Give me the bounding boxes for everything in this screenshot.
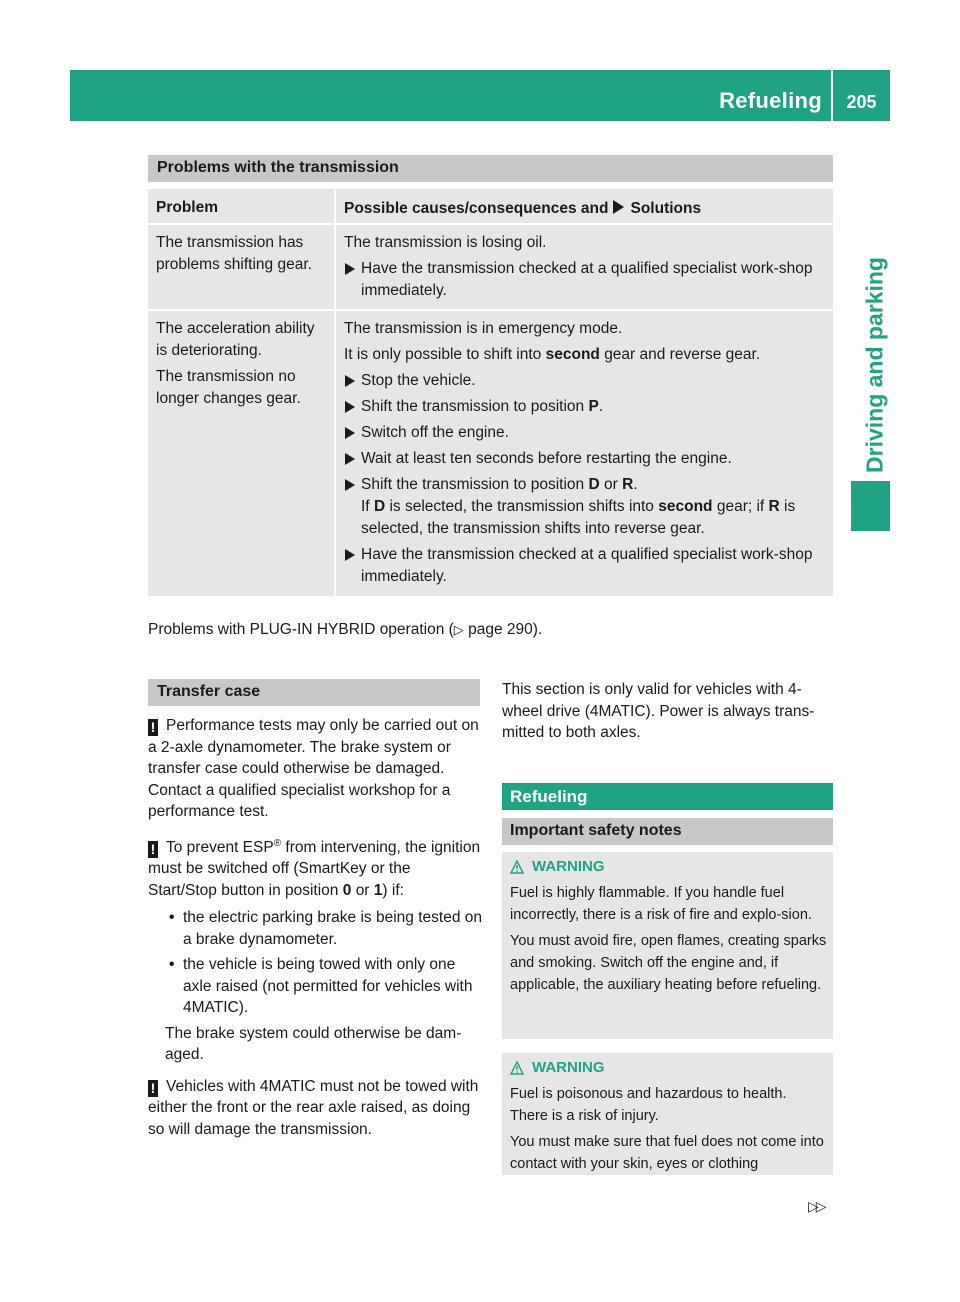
table-row: The transmission is losing oil. Have the transmission checked at a qualified specialist work-shop immediately. — [336, 225, 833, 309]
transfer-case-notes: ! Performance tests may only be carried out on a 2-axle dynamometer. The brake system or transfer case could otherwise be damaged. Contact a qualified specialist workshop for a performance test. ! To prevent ESP® from intervening, the ignition must be switched off (SmartKey or the Start/Stop button in position 0 or 1) if: • the electric parking brake is being tested on a brake dynamometer. • the vehicle is being towed with only one axle raised (not permitted for vehicles with 4MATIC). The brake system could otherwise be dam-aged. ! Vehicles with 4MATIC must not be towed with either the front or the rear axle raised, as doing so will damage the transmission. — [148, 715, 482, 1140]
action-step: Switch off the engine. — [344, 422, 827, 444]
side-tab-label: Driving and parking — [861, 257, 888, 473]
page-header — [70, 70, 890, 121]
table-row: The transmission is in emergency mode. It is only possible to shift into second gear and reverse gear. Stop the vehicle. Shift the transmission to position P. Switch off the engine. Wait at least ten seconds before restarting the engine. Shift the transmission to position D or R. If D is selected, the transmission shifts into second gear; if R is selected, the transmission shifts into reverse gear. Have the transmission checked at a qualified specialist work-shop immediately. — [336, 311, 833, 596]
side-tab — [860, 250, 890, 480]
page-number: 205 — [846, 92, 877, 112]
list-item: • the electric parking brake is being tested on a brake dynamometer. — [165, 907, 482, 950]
warning-box: WARNING Fuel is highly flammable. If you handle fuel incorrectly, there is a risk of fire and explo-sion. You must avoid fire, open flames, creating sparks and smoking. Switch off the engine and, if applicable, the auxiliary heating before refueling. — [502, 852, 833, 1039]
warning-triangle-icon — [510, 860, 524, 874]
list-item: • the vehicle is being towed with only one axle raised (not permitted for vehicles with 4MATIC). — [165, 954, 482, 1019]
caution-note: ! Performance tests may only be carried out on a 2-axle dynamometer. The brake system or transfer case could otherwise be damaged. Contact a qualified specialist workshop for a performance test. — [148, 717, 479, 820]
table-row: The acceleration ability is deteriorating. The transmission no longer changes gear. — [148, 311, 334, 596]
four-wheel-drive-intro: This section is only valid for vehicles with 4-wheel drive (4MATIC). Power is always trans-mitted to both axles. — [502, 681, 815, 741]
table-header-solutions: Possible causes/consequences and Solutions — [336, 189, 833, 223]
exclamation-icon: ! — [148, 719, 158, 736]
header-title: Refueling — [719, 88, 822, 113]
warning-triangle-icon — [510, 1061, 524, 1075]
exclamation-icon: ! — [148, 841, 158, 858]
page-ref-arrow-icon: ▷ — [453, 622, 464, 637]
plugin-hybrid-reference: Problems with PLUG-IN HYBRID operation (▷ page 290). — [148, 621, 543, 638]
warning-label: WARNING — [532, 858, 605, 875]
action-arrow-icon — [613, 200, 624, 214]
caution-note: ! Vehicles with 4MATIC must not be towed with either the front or the rear axle raised, as doing so will damage the transmission. — [148, 1077, 479, 1138]
exclamation-icon: ! — [148, 1080, 158, 1097]
transmission-section-title: Problems with the transmission — [148, 155, 833, 182]
continued-icon: ▷▷ — [808, 1198, 824, 1214]
side-tab-marker — [851, 481, 890, 531]
safety-notes-title: Important safety notes — [502, 818, 833, 845]
action-step: Have the transmission checked at a qualified specialist work-shop immediately. — [344, 258, 827, 302]
table-header-problem: Problem — [148, 189, 334, 223]
action-step: Stop the vehicle. — [344, 370, 827, 392]
action-step: Have the transmission checked at a qualified specialist work-shop immediately. — [344, 544, 827, 588]
caution-note: ! To prevent ESP® from intervening, the ignition must be switched off (SmartKey or the Start/Stop button in position 0 or 1) if: — [148, 837, 481, 899]
warning-box: WARNING Fuel is poisonous and hazardous to health. There is a risk of injury. You must make sure that fuel does not come into contact with your skin, eyes or clothing — [502, 1053, 833, 1175]
action-step: Shift the transmission to position D or R. — [344, 474, 827, 496]
transfer-case-title: Transfer case — [148, 679, 480, 706]
table-row: The transmission has problems shifting gear. — [148, 225, 334, 309]
action-step: Shift the transmission to position P. — [344, 396, 827, 418]
refueling-section-title: Refueling — [502, 783, 833, 810]
warning-label: WARNING — [532, 1059, 605, 1076]
action-step: Wait at least ten seconds before restarting the engine. — [344, 448, 827, 470]
page-reference-link[interactable]: page 290 — [468, 621, 533, 638]
